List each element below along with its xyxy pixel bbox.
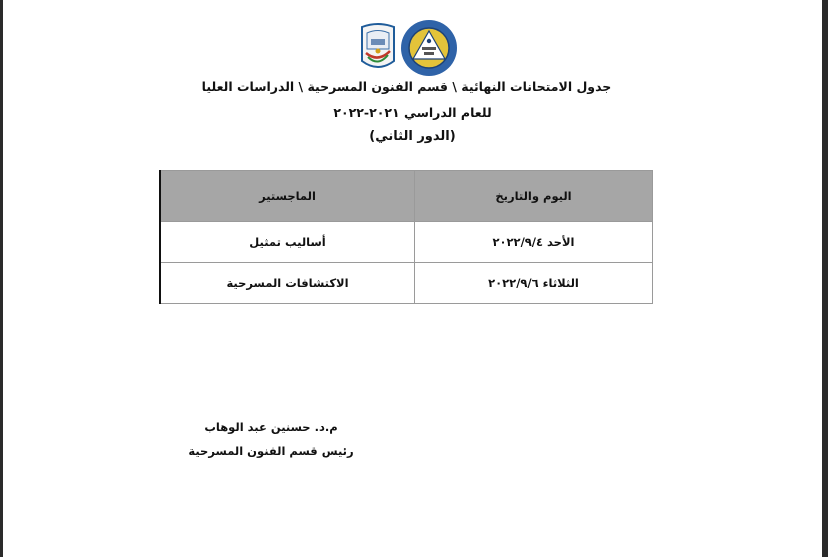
subject-cell: الاكتشافات المسرحية xyxy=(160,263,414,304)
date-cell: الأحد ٢٠٢٢/٩/٤ xyxy=(414,222,652,263)
table-header-row xyxy=(160,171,653,222)
header-cell-day-date: اليوم والتاريخ xyxy=(414,171,652,222)
schedule-title: جدول الامتحانات النهائية \ قسم الفنون المسرحية \ الدراسات العليا xyxy=(201,79,612,94)
subject-cell: أساليب تمثيل xyxy=(160,222,414,263)
signatory-title: رئيس قسم الفنون المسرحية xyxy=(188,444,354,458)
table-row xyxy=(160,263,653,304)
logos xyxy=(358,19,458,77)
document-page xyxy=(3,0,822,557)
exam-schedule-table xyxy=(159,170,653,304)
university-logo-icon xyxy=(400,19,458,77)
table-row xyxy=(160,222,653,263)
date-cell: الثلاثاء ٢٠٢٢/٩/٦ xyxy=(414,263,652,304)
academic-year: للعام الدراسي ٢٠٢١-٢٠٢٢ xyxy=(333,105,492,120)
header-cell-masters: الماجستير xyxy=(160,171,414,222)
exam-round: (الدور الثاني) xyxy=(369,129,456,144)
college-logo-icon xyxy=(358,21,398,73)
signatory-name: م.د. حسنين عبد الوهاب xyxy=(204,420,338,434)
